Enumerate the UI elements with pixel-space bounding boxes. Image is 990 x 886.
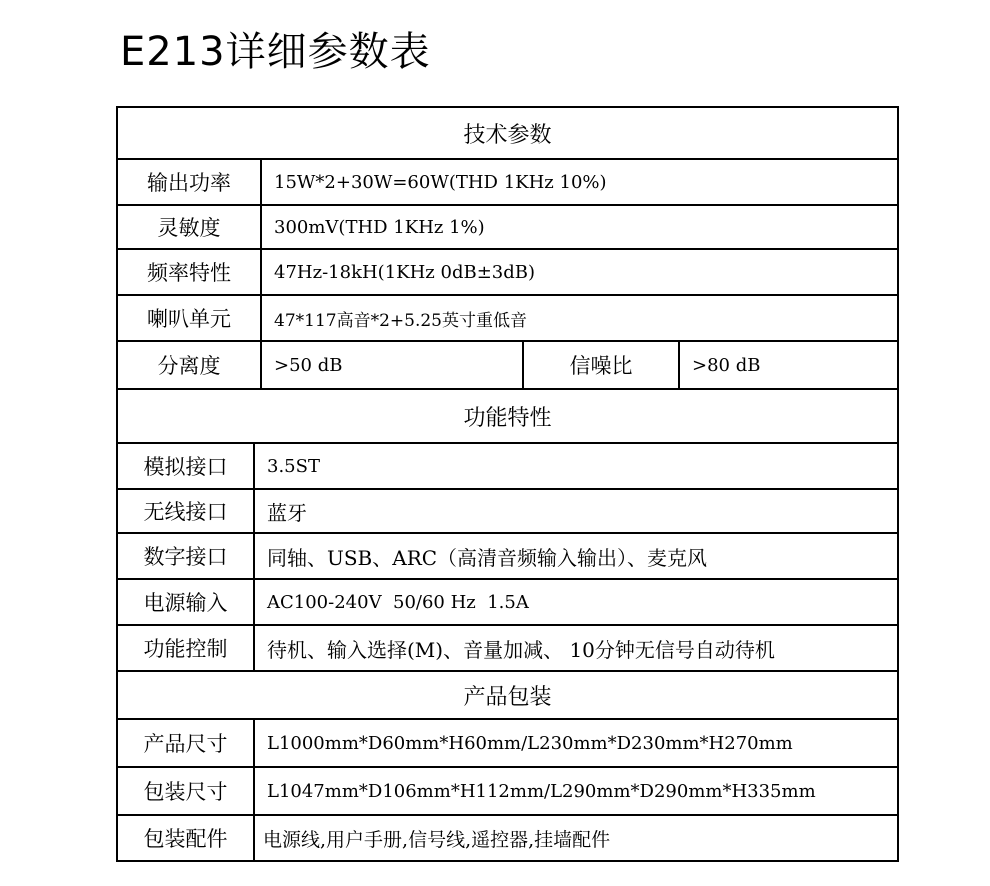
row-value: L1047mm*D106mm*H112mm/L290mm*D290mm*H335mm bbox=[267, 780, 816, 802]
table-row bbox=[118, 720, 897, 768]
row-value: 3.5ST bbox=[267, 455, 320, 477]
row-label: 频率特性 bbox=[118, 250, 262, 294]
row-value: L1000mm*D60mm*H60mm/L230mm*D230mm*H270mm bbox=[267, 732, 793, 754]
row-label: 产品尺寸 bbox=[118, 720, 255, 766]
row-value: 300mV(THD 1KHz 1%) bbox=[274, 216, 485, 238]
row-value: 47*117高音*2+5.25英寸重低音 bbox=[274, 310, 527, 331]
section-title: 功能特性 bbox=[463, 405, 552, 431]
section-title: 技术参数 bbox=[463, 122, 552, 148]
page-title: E213详细参数表 bbox=[120, 29, 431, 75]
section-header-packaging bbox=[118, 672, 897, 720]
row-label: 功能控制 bbox=[118, 626, 255, 670]
row-value: 15W*2+30W=60W(THD 1KHz 10%) bbox=[274, 171, 607, 193]
row-label: 无线接口 bbox=[118, 490, 255, 532]
row-label: 电源输入 bbox=[118, 580, 255, 624]
row-label: 模拟接口 bbox=[118, 444, 255, 488]
row-label: 输出功率 bbox=[118, 160, 262, 204]
table-row bbox=[118, 626, 897, 672]
table-row bbox=[118, 206, 897, 250]
table-row bbox=[118, 816, 897, 860]
row-value-snr: >80 dB bbox=[692, 354, 761, 376]
table-row bbox=[118, 580, 897, 626]
row-value: >50 dB bbox=[274, 354, 343, 376]
row-value: 待机、输入选择(M)、音量加减、 10分钟无信号自动待机 bbox=[267, 637, 775, 662]
row-value: 同轴、USB、ARC（高清音频输入输出）、麦克风 bbox=[267, 545, 708, 570]
section-title: 产品包装 bbox=[463, 684, 552, 710]
table-row bbox=[118, 768, 897, 816]
row-value: 电源线,用户手册,信号线,遥控器,挂墙配件 bbox=[263, 828, 611, 851]
row-value: AC100-240V 50/60 Hz 1.5A bbox=[267, 591, 529, 613]
section-header-features bbox=[118, 390, 897, 444]
table-row bbox=[118, 534, 897, 580]
row-label: 数字接口 bbox=[118, 534, 255, 578]
row-label: 喇叭单元 bbox=[118, 296, 262, 340]
section-header-tech bbox=[118, 108, 897, 160]
table-row bbox=[118, 444, 897, 490]
row-value: 47Hz-18kH(1KHz 0dB±3dB) bbox=[274, 261, 536, 283]
table-row bbox=[118, 250, 897, 296]
row-label: 灵敏度 bbox=[118, 206, 262, 248]
row-value: 蓝牙 bbox=[267, 500, 307, 525]
table-row bbox=[118, 296, 897, 342]
spec-table bbox=[116, 106, 899, 862]
row-label: 包装配件 bbox=[118, 816, 255, 860]
table-row-separation bbox=[118, 342, 897, 390]
row-label-snr: 信噪比 bbox=[522, 342, 680, 388]
table-row bbox=[118, 160, 897, 206]
row-label: 分离度 bbox=[118, 342, 262, 388]
row-label: 包装尺寸 bbox=[118, 768, 255, 814]
table-row bbox=[118, 490, 897, 534]
